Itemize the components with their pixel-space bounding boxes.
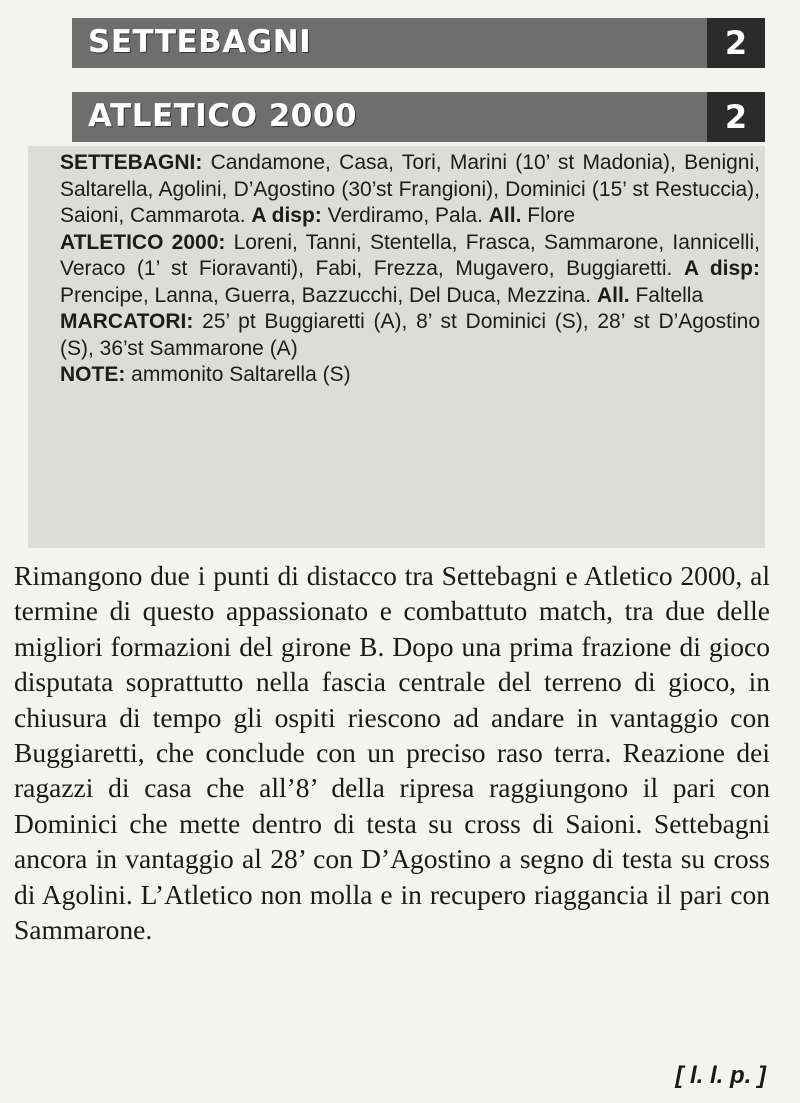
away-lineup-label: ATLETICO 2000:: [60, 230, 226, 254]
away-coach-label: All.: [596, 283, 630, 307]
notes: [60, 362, 760, 389]
home-lineup-players: Candamone, Casa, Tori, Marini (10’ st Madonia), Benigni, Saltarella, Agolini, D’Agostino (30’st Frangioni), Dominici (15’ st Restuccia), Saioni, Cammarota.: [60, 151, 760, 227]
notes-text: ammonito Saltarella (S): [131, 363, 351, 386]
scorers-label: MARCATORI:: [60, 310, 194, 333]
notes-label: NOTE:: [60, 363, 126, 386]
home-bench-label: A disp:: [251, 204, 322, 227]
home-coach-label: All.: [488, 204, 522, 227]
lineups-section: [60, 150, 760, 389]
away-bench: Prencipe, Lanna, Guerra, Bazzucchi, Del Duca, Mezzina.: [60, 283, 592, 307]
scorers: [60, 309, 760, 362]
home-coach: Flore: [527, 204, 576, 227]
author-signature: [ l. l. p. ]: [675, 1062, 766, 1089]
away-lineup: [60, 230, 760, 310]
away-team-scorebar: [72, 92, 765, 142]
away-bench-label: A disp:: [683, 257, 760, 280]
home-team-score: 2: [707, 18, 765, 68]
away-lineup-players: Loreni, Tanni, Stentella, Frasca, Sammarone, Iannicelli, Veraco (1’ st Fioravanti), Fabi, Frezza, Mugavero, Buggiaretti.: [60, 230, 760, 280]
scorers-text: 25’ pt Buggiaretti (A), 8’ st Dominici (S), 28’ st D’Agostino (S), 36’st Sammarone (A): [60, 310, 761, 360]
away-team-name: ATLETICO 2000: [88, 98, 358, 134]
home-team-name: SETTEBAGNI: [88, 24, 312, 60]
away-coach: Faltella: [635, 283, 704, 307]
away-team-score: 2: [707, 92, 765, 142]
home-lineup: [60, 150, 760, 230]
home-lineup-label: SETTEBAGNI:: [60, 151, 203, 174]
home-bench: Verdiramo, Pala.: [327, 204, 483, 227]
article-body: Rimangono due i punti di distacco tra Settebagni e Atletico 2000, al termine di questo appassionato e combattuto match, tra due delle migliori formazioni del girone B. Dopo una prima frazione di gioco disputata soprattutto nella fascia centrale del terreno di gioco, in chiusura di tempo gli ospiti riescono ad andare in vantaggio con Buggiaretti, che conclude con un preciso raso terra. Reazione dei ragazzi di casa che all’8’ della ripresa raggiungono il pari con Dominici che mette dentro di testa su cross di Saioni. Settebagni ancora in vantaggio al 28’ con D’Agostino a segno di testa su cross di Agolini. L’Atletico non molla e in recupero riaggancia il pari con Sammarone.: [14, 560, 770, 946]
home-team-scorebar: [72, 18, 765, 68]
